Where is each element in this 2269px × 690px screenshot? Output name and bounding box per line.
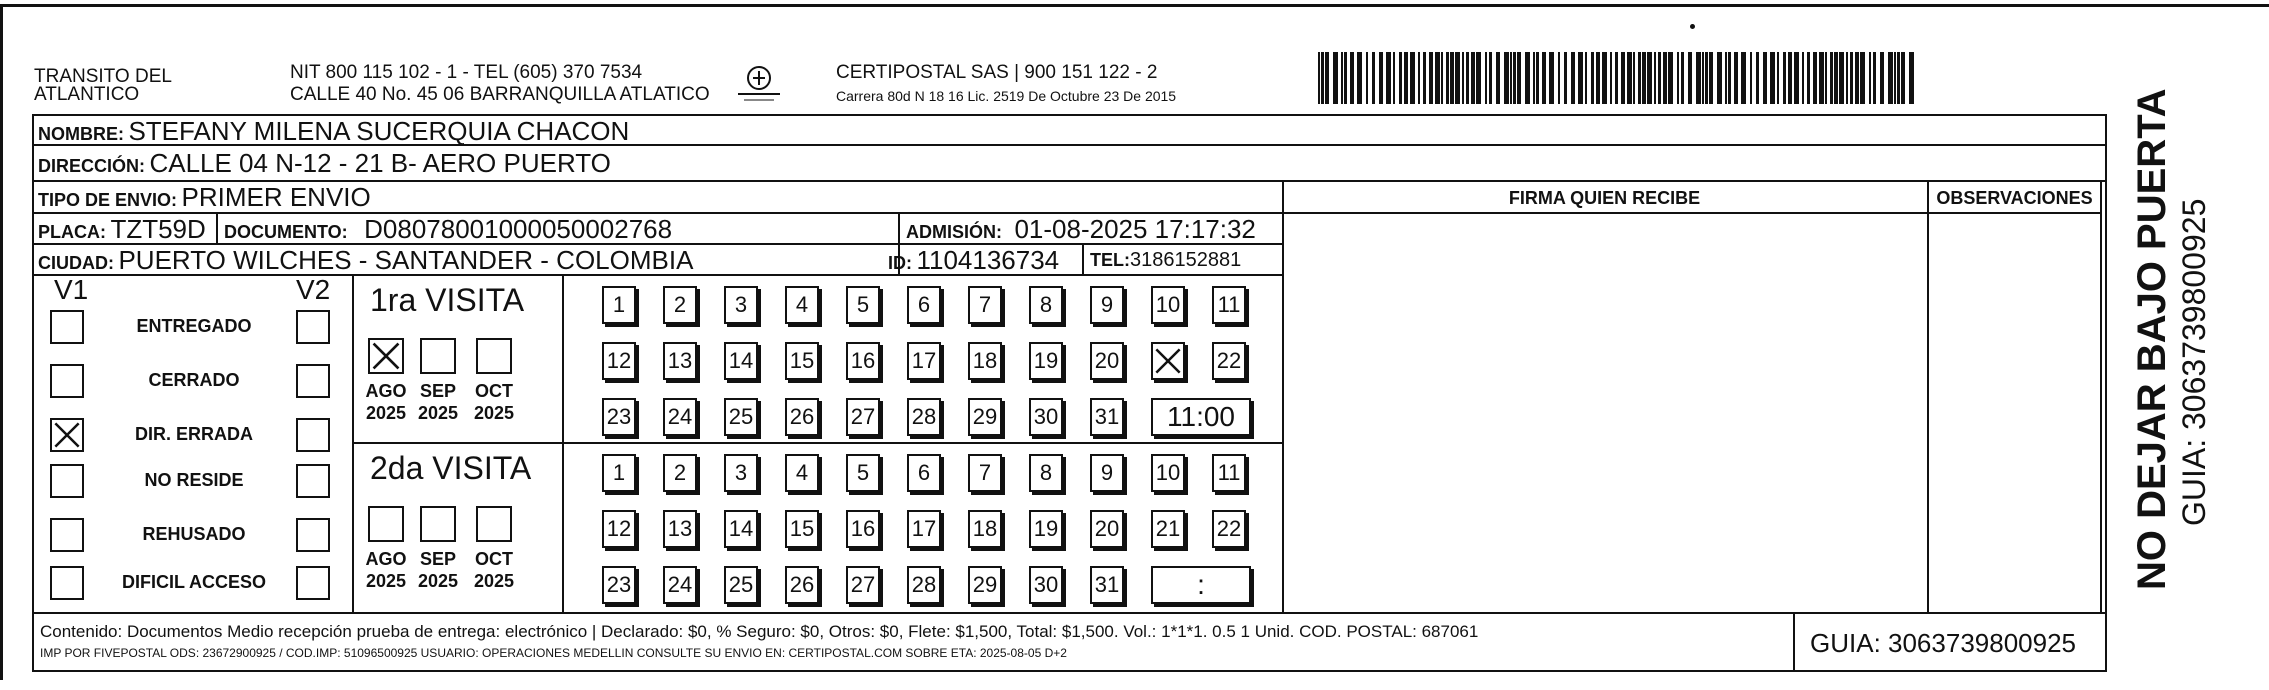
- barcode-bar: [1418, 52, 1420, 104]
- direccion-value: CALLE 04 N-12 - 21 B- AERO PUERTO: [149, 148, 611, 178]
- visit-0-day-26[interactable]: 26: [785, 398, 819, 436]
- visit-0-day-20[interactable]: 20: [1090, 342, 1124, 380]
- side-dot: [1690, 24, 1695, 29]
- barcode-bar: [1536, 52, 1539, 104]
- footer-guia: GUIA: 3063739800925: [1810, 628, 2076, 658]
- barcode-bar: [1728, 52, 1731, 104]
- visit-1-day-7[interactable]: 7: [968, 454, 1002, 492]
- v1-checkbox-0[interactable]: [50, 310, 84, 344]
- visit-1-day-14[interactable]: 14: [724, 510, 758, 548]
- visit-0-day-3[interactable]: 3: [724, 286, 758, 324]
- visit-1-day-16[interactable]: 16: [846, 510, 880, 548]
- visit-1-day-6[interactable]: 6: [907, 454, 941, 492]
- visit-0-day-11[interactable]: 11: [1212, 286, 1246, 324]
- ciudad-value: PUERTO WILCHES - SANTANDER - COLOMBIA: [118, 245, 694, 275]
- barcode-bar: [1688, 52, 1692, 104]
- barcode-bar: [1366, 52, 1368, 104]
- barcode-bar: [1677, 52, 1679, 104]
- visit-0-day-24[interactable]: 24: [663, 398, 697, 436]
- visit-0-day-12[interactable]: 12: [602, 342, 636, 380]
- v1-checkbox-3[interactable]: [50, 464, 84, 498]
- id-cell: [888, 245, 1059, 276]
- barcode-bar: [1591, 52, 1594, 104]
- barcode-bar: [1615, 52, 1618, 104]
- v2-checkbox-3[interactable]: [296, 464, 330, 498]
- barcode-bar: [1668, 52, 1673, 104]
- nombre-value: STEFANY MILENA SUCERQUIA CHACON: [128, 116, 630, 146]
- visit-1-day-12[interactable]: 12: [602, 510, 636, 548]
- visit-0-day-28[interactable]: 28: [907, 398, 941, 436]
- id-label: ID:: [888, 253, 912, 273]
- v1-checkbox-2[interactable]: [50, 418, 84, 452]
- visit-0-day-19[interactable]: 19: [1029, 342, 1063, 380]
- footer-imp: IMP POR FIVEPOSTAL ODS: 23672900925 / COD.IMP: 51096500925 USUARIO: OPERACIONES MEDELLIN CONSULTE SU ENVIO EN: CERTIPOSTAL.COM SOBRE ETA: 2025-08-05 D+2: [40, 646, 1067, 660]
- barcode-bar: [1341, 52, 1343, 104]
- month-name: AGO: [365, 381, 407, 401]
- visit-1-month-label-1: [408, 548, 468, 592]
- visit-0-day-18[interactable]: 18: [968, 342, 1002, 380]
- visit-1-time-box[interactable]: :: [1151, 566, 1251, 604]
- side-guia: GUIA: 3063739800925: [2176, 198, 2212, 526]
- visit-0-day-17[interactable]: 17: [907, 342, 941, 380]
- barcode-bar: [1423, 52, 1426, 104]
- barcode-bar: [1393, 52, 1395, 104]
- barcode-bar: [1702, 52, 1704, 104]
- col-line: [352, 274, 354, 612]
- month-year: 2025: [365, 571, 407, 591]
- documento-value: D08078001000050002768: [364, 214, 673, 244]
- barcode-bar: [1638, 52, 1641, 104]
- row-line: [32, 612, 2107, 614]
- barcode-bar: [1830, 52, 1833, 104]
- barcode-bar: [1717, 52, 1722, 104]
- visit-1-month-box-0[interactable]: [368, 506, 404, 542]
- visit-0-day-7[interactable]: 7: [968, 286, 1002, 324]
- barcode-bar: [1901, 52, 1905, 104]
- barcode-bar: [1663, 52, 1667, 104]
- barcode-bar: [1741, 52, 1746, 104]
- tipo-row: [38, 182, 371, 213]
- barcode-bar: [1517, 52, 1521, 104]
- barcode-bar: [1585, 52, 1587, 104]
- visit-1-day-31[interactable]: 31: [1090, 566, 1124, 604]
- visit-1-day-11[interactable]: 11: [1212, 454, 1246, 492]
- issuer-address: CALLE 40 No. 45 06 BARRANQUILLA ATLATICO: [290, 84, 710, 105]
- barcode-bar: [1510, 52, 1512, 104]
- visit-1-day-10[interactable]: 10: [1151, 454, 1185, 492]
- barcode: [1318, 52, 1914, 104]
- courier-name: CERTIPOSTAL SAS | 900 151 122 - 2: [836, 62, 1158, 83]
- barcode-bar: [1750, 52, 1752, 104]
- footer-contenido: Contenido: Documentos Medio recepción prueba de entrega: electrónico | Declarado: $0, % Seguro: $0, Otros: $0, Flete: $1,500, Total: $1,500. Vol.: 1*1*1. 0.5 1 Unid. COD. POSTAL: 687061: [40, 622, 1479, 641]
- admision-label: ADMISIÓN:: [906, 222, 1002, 242]
- visit-1-day-8[interactable]: 8: [1029, 454, 1063, 492]
- barcode-bar: [1777, 52, 1779, 104]
- sheet-top-edge: [0, 4, 2269, 7]
- barcode-bar: [1894, 52, 1896, 104]
- barcode-bar: [1888, 52, 1893, 104]
- barcode-bar: [1429, 52, 1433, 104]
- barcode-bar: [1734, 52, 1738, 104]
- visit-0-day-16[interactable]: 16: [846, 342, 880, 380]
- barcode-bar: [1627, 52, 1632, 104]
- barcode-bar: [1435, 52, 1440, 104]
- visit-1-day-17[interactable]: 17: [907, 510, 941, 548]
- barcode-bar: [1333, 52, 1338, 104]
- barcode-bar: [1834, 52, 1838, 104]
- visit-1-day-2[interactable]: 2: [663, 454, 697, 492]
- visit-0-day-22[interactable]: 22: [1212, 342, 1246, 380]
- barcode-bar: [1802, 52, 1804, 104]
- visit-1-day-13[interactable]: 13: [663, 510, 697, 548]
- visit-0-month-box-2[interactable]: [476, 338, 512, 374]
- barcode-bar: [1450, 52, 1454, 104]
- visit-0-day-31[interactable]: 31: [1090, 398, 1124, 436]
- v2-checkbox-1[interactable]: [296, 364, 330, 398]
- documento-label: DOCUMENTO:: [224, 222, 348, 242]
- month-name: AGO: [365, 549, 407, 569]
- v2-checkbox-5[interactable]: [296, 566, 330, 600]
- barcode-bar: [1344, 52, 1347, 104]
- visit-0-day-10[interactable]: 10: [1151, 286, 1185, 324]
- barcode-bar: [1404, 52, 1408, 104]
- barcode-bar: [1633, 52, 1635, 104]
- visit-1-day-27[interactable]: 27: [846, 566, 880, 604]
- visit-1-day-3[interactable]: 3: [724, 454, 758, 492]
- visit-0-day-14[interactable]: 14: [724, 342, 758, 380]
- barcode-bar: [1850, 52, 1853, 104]
- documento-cell: [224, 214, 672, 245]
- col-line: [1082, 243, 1084, 274]
- month-year: 2025: [473, 403, 515, 423]
- barcode-bar: [1471, 52, 1475, 104]
- barcode-bar: [1571, 52, 1575, 104]
- v2-checkbox-0[interactable]: [296, 310, 330, 344]
- issuer-nit: NIT 800 115 102 - 1 - TEL (605) 370 7534: [290, 62, 643, 83]
- visit-0-month-label-0: [356, 380, 416, 424]
- col-line: [1793, 612, 1795, 672]
- ciudad-label: CIUDAD:: [38, 253, 114, 273]
- barcode-bar: [1725, 52, 1727, 104]
- barcode-bar: [1825, 52, 1827, 104]
- visit-0-day-1[interactable]: 1: [602, 286, 636, 324]
- visit-1-day-4[interactable]: 4: [785, 454, 819, 492]
- barcode-bar: [1813, 52, 1817, 104]
- col-line: [562, 274, 564, 612]
- month-year: 2025: [365, 403, 407, 423]
- barcode-bar: [1770, 52, 1775, 104]
- status-label-4: REHUSADO: [142, 524, 246, 544]
- visit-0-month-box-0[interactable]: [368, 338, 404, 374]
- visit-0-day-6[interactable]: 6: [907, 286, 941, 324]
- barcode-bar: [1880, 52, 1884, 104]
- barcode-bar: [1578, 52, 1583, 104]
- barcode-bar: [1350, 52, 1354, 104]
- visit-1-day-5[interactable]: 5: [846, 454, 880, 492]
- barcode-bar: [1621, 52, 1625, 104]
- month-name: OCT: [475, 381, 513, 401]
- barcode-bar: [1476, 52, 1481, 104]
- month-name: OCT: [475, 549, 513, 569]
- issuer-name-line1: TRANSITO DEL: [34, 66, 172, 87]
- barcode-bar: [1399, 52, 1402, 104]
- barcode-bar: [1610, 52, 1612, 104]
- barcode-bar: [1807, 52, 1810, 104]
- barcode-bar: [1446, 52, 1449, 104]
- v2-checkbox-2[interactable]: [296, 418, 330, 452]
- barcode-bar: [1455, 52, 1460, 104]
- tel-value: 3186152881: [1130, 249, 1242, 271]
- id-value: 1104136734: [916, 245, 1060, 275]
- v2-label: V2: [296, 274, 331, 305]
- barcode-bar: [1794, 52, 1799, 104]
- visit-1-day-22[interactable]: 22: [1212, 510, 1246, 548]
- visit-1-month-label-2: [464, 548, 524, 592]
- barcode-bar: [1654, 52, 1656, 104]
- barcode-bar: [1681, 52, 1684, 104]
- tel-cell: [1090, 249, 1241, 272]
- nombre-label: NOMBRE:: [38, 124, 124, 144]
- visit-1-day-9[interactable]: 9: [1090, 454, 1124, 492]
- sheet-left-edge: [0, 4, 3, 680]
- col-line: [1927, 180, 1929, 612]
- barcode-bar: [1357, 52, 1362, 104]
- visit-0-day-4[interactable]: 4: [785, 286, 819, 324]
- side-warning: NO DEJAR BAJO PUERTA: [2130, 88, 2174, 590]
- month-year: 2025: [473, 571, 515, 591]
- barcode-bar: [1410, 52, 1415, 104]
- barcode-bar: [1386, 52, 1391, 104]
- barcode-bar: [1496, 52, 1500, 104]
- visit-1-day-20[interactable]: 20: [1090, 510, 1124, 548]
- status-label-1: CERRADO: [148, 370, 240, 390]
- visit-title-0: 1ra VISITA: [370, 282, 525, 318]
- v1-label: V1: [54, 274, 89, 305]
- barcode-bar: [1783, 52, 1786, 104]
- nombre-row: [38, 116, 629, 147]
- month-year: 2025: [417, 403, 459, 423]
- barcode-bar: [1485, 52, 1487, 104]
- admision-cell: [906, 214, 1256, 245]
- firma-header: FIRMA QUIEN RECIBE: [1508, 188, 1701, 208]
- barcode-bar: [1321, 52, 1324, 104]
- barcode-bar: [1372, 52, 1375, 104]
- courier-license: Carrera 80d N 18 16 Lic. 2519 De Octubre 23 De 2015: [836, 88, 1177, 104]
- visit-0-day-27[interactable]: 27: [846, 398, 880, 436]
- visit-0-month-box-1[interactable]: [420, 338, 456, 374]
- barcode-bar: [1855, 52, 1859, 104]
- barcode-bar: [1525, 52, 1530, 104]
- visit-1-day-19[interactable]: 19: [1029, 510, 1063, 548]
- visit-0-day-30[interactable]: 30: [1029, 398, 1063, 436]
- barcode-bar: [1318, 52, 1320, 104]
- header-underline: [1282, 212, 2102, 214]
- visit-0-day-13[interactable]: 13: [663, 342, 697, 380]
- visit-1-day-15[interactable]: 15: [785, 510, 819, 548]
- barcode-bar: [1897, 52, 1900, 104]
- status-label-0: ENTREGADO: [136, 316, 252, 336]
- barcode-bar: [1533, 52, 1535, 104]
- barcode-bar: [1709, 52, 1713, 104]
- visit-1-day-1[interactable]: 1: [602, 454, 636, 492]
- placa-cell: [38, 214, 206, 245]
- col-line: [2100, 180, 2102, 612]
- visit-1-day-18[interactable]: 18: [968, 510, 1002, 548]
- barcode-bar: [1466, 52, 1469, 104]
- visit-1-month-box-1[interactable]: [420, 506, 456, 542]
- visit-0-day-23[interactable]: 23: [602, 398, 636, 436]
- placa-value: TZT59D: [110, 214, 206, 244]
- barcode-bar: [1909, 52, 1914, 104]
- barcode-bar: [1839, 52, 1844, 104]
- visit-0-time-box[interactable]: 11:00: [1151, 398, 1251, 436]
- barcode-bar: [1558, 52, 1560, 104]
- row-line: [352, 442, 1282, 444]
- visit-1-month-label-0: [356, 548, 416, 592]
- barcode-bar: [1596, 52, 1600, 104]
- observaciones-header: OBSERVACIONES: [1936, 188, 2093, 208]
- barcode-bar: [1846, 52, 1848, 104]
- status-label-3: NO RESIDE: [144, 470, 244, 490]
- visit-1-day-28[interactable]: 28: [907, 566, 941, 604]
- barcode-bar: [1379, 52, 1383, 104]
- direccion-label: DIRECCIÓN:: [38, 156, 145, 176]
- admision-value: 01-08-2025 17:17:32: [1014, 214, 1256, 244]
- ciudad-cell: [38, 245, 693, 276]
- barcode-bar: [1564, 52, 1567, 104]
- month-name: SEP: [419, 549, 457, 569]
- v1-checkbox-4[interactable]: [50, 518, 84, 552]
- visit-0-day-21[interactable]: [1151, 342, 1185, 380]
- barcode-bar: [1869, 52, 1871, 104]
- visit-1-day-26[interactable]: 26: [785, 566, 819, 604]
- status-label-2: DIR. ERRADA: [134, 424, 253, 444]
- barcode-bar: [1860, 52, 1865, 104]
- month-name: SEP: [419, 381, 457, 401]
- visit-0-day-15[interactable]: 15: [785, 342, 819, 380]
- tipo-value: PRIMER ENVIO: [181, 182, 371, 212]
- visit-1-day-23[interactable]: 23: [602, 566, 636, 604]
- col-line: [216, 212, 218, 243]
- barcode-bar: [1542, 52, 1546, 104]
- visit-1-day-30[interactable]: 30: [1029, 566, 1063, 604]
- barcode-bar: [1647, 52, 1652, 104]
- barcode-bar: [1873, 52, 1876, 104]
- barcode-bar: [1441, 52, 1443, 104]
- direccion-row: [38, 148, 611, 179]
- status-label-5: DIFICIL ACCESO: [121, 572, 266, 592]
- barcode-bar: [1462, 52, 1464, 104]
- barcode-bar: [1489, 52, 1492, 104]
- certipostal-logo: [734, 60, 784, 106]
- visit-0-day-9[interactable]: 9: [1090, 286, 1124, 324]
- visit-1-day-21[interactable]: 21: [1151, 510, 1185, 548]
- barcode-bar: [1549, 52, 1554, 104]
- barcode-bar: [1696, 52, 1701, 104]
- barcode-bar: [1513, 52, 1516, 104]
- barcode-bar: [1756, 52, 1759, 104]
- barcode-bar: [1602, 52, 1607, 104]
- v2-checkbox-4[interactable]: [296, 518, 330, 552]
- visit-0-day-2[interactable]: 2: [663, 286, 697, 324]
- visit-1-day-25[interactable]: 25: [724, 566, 758, 604]
- barcode-bar: [1763, 52, 1767, 104]
- visit-0-month-label-1: [408, 380, 468, 424]
- barcode-bar: [1705, 52, 1708, 104]
- month-year: 2025: [417, 571, 459, 591]
- barcode-bar: [1658, 52, 1661, 104]
- visit-title-1: 2da VISITA: [370, 450, 532, 486]
- visit-0-day-5[interactable]: 5: [846, 286, 880, 324]
- visit-1-day-29[interactable]: 29: [968, 566, 1002, 604]
- visit-1-day-24[interactable]: 24: [663, 566, 697, 604]
- visit-0-month-label-2: [464, 380, 524, 424]
- visit-0-day-29[interactable]: 29: [968, 398, 1002, 436]
- visit-0-day-8[interactable]: 8: [1029, 286, 1063, 324]
- tipo-label: TIPO DE ENVIO:: [38, 190, 178, 210]
- barcode-bar: [1504, 52, 1509, 104]
- barcode-bar: [1788, 52, 1792, 104]
- v1-checkbox-1[interactable]: [50, 364, 84, 398]
- barcode-bar: [1325, 52, 1329, 104]
- visit-0-day-25[interactable]: 25: [724, 398, 758, 436]
- barcode-bar: [1642, 52, 1646, 104]
- tel-label: TEL:: [1090, 250, 1130, 270]
- barcode-bar: [1819, 52, 1824, 104]
- issuer-name-line2: ATLANTICO: [34, 84, 140, 105]
- col-line: [1282, 180, 1284, 612]
- visit-1-month-box-2[interactable]: [476, 506, 512, 542]
- v1-checkbox-5[interactable]: [50, 566, 84, 600]
- placa-label: PLACA:: [38, 222, 106, 242]
